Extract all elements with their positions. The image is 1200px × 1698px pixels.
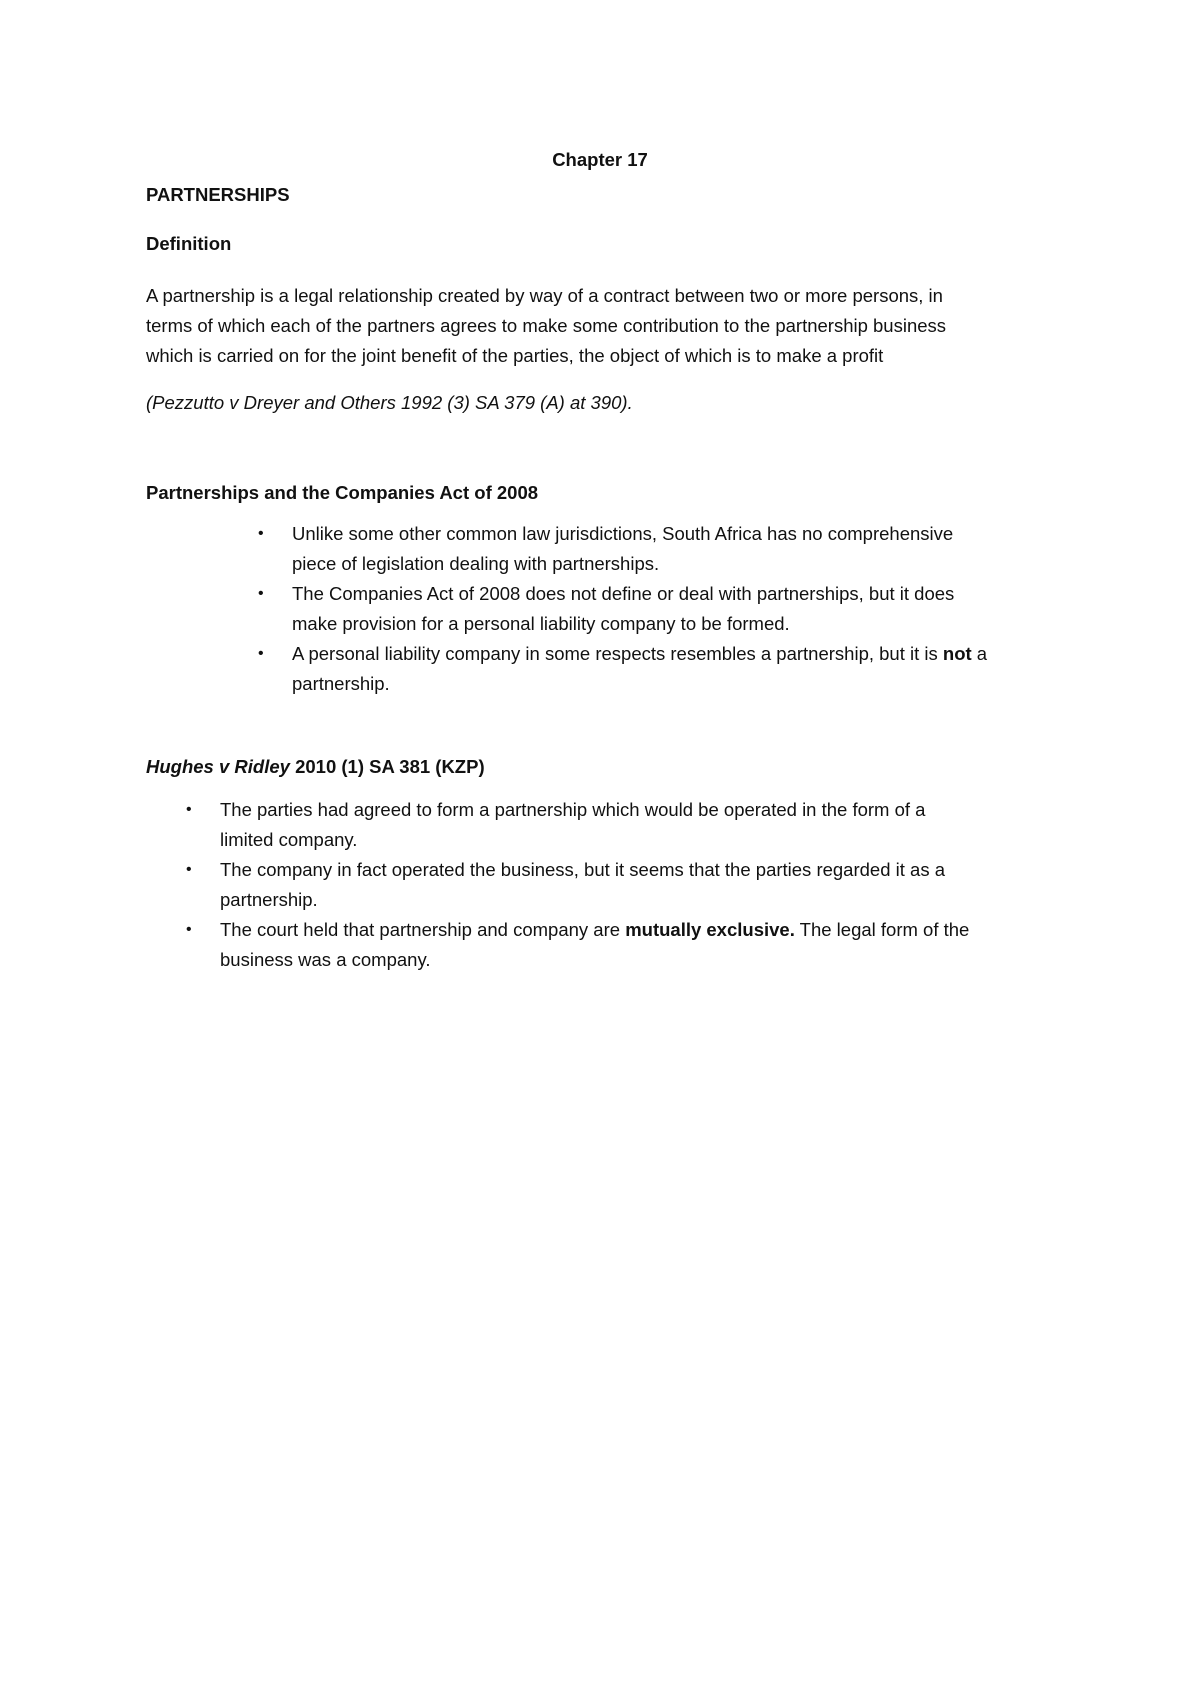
list-item-line: partnership. bbox=[292, 673, 390, 694]
case-points-list bbox=[186, 795, 1080, 975]
definition-line: which is carried on for the joint benefit of the parties, the object of which is to make a profit bbox=[146, 345, 884, 366]
list-item bbox=[258, 639, 1092, 699]
list-item-text: a bbox=[971, 643, 988, 664]
list-item-line: make provision for a personal liability company to be formed. bbox=[292, 613, 790, 634]
emphasis-text: mutually exclusive. bbox=[625, 919, 795, 940]
list-item-text: The court held that partnership and company are bbox=[220, 919, 626, 940]
bullet-icon: • bbox=[186, 801, 192, 818]
list-item-text: A personal liability company in some respects resembles a partnership, but it is bbox=[292, 643, 943, 664]
list-item bbox=[186, 855, 1080, 915]
list-item-line: Unlike some other common law jurisdictions, South Africa has no comprehensive bbox=[292, 523, 954, 544]
case-heading bbox=[146, 752, 1066, 782]
bullet-icon: • bbox=[186, 921, 192, 938]
list-item bbox=[258, 519, 1092, 579]
list-item-line: The parties had agreed to form a partnership which would be operated in the form of a bbox=[220, 799, 926, 820]
definition-line: terms of which each of the partners agrees to make some contribution to the partnership business bbox=[146, 315, 947, 336]
definition-paragraph bbox=[146, 281, 1066, 371]
citation: (Pezzutto v Dreyer and Others 1992 (3) SA 379 (A) at 390). bbox=[146, 392, 633, 413]
chapter-title: Chapter 17 bbox=[552, 149, 648, 170]
bullet-icon: • bbox=[258, 585, 264, 602]
list-item-text: The legal form of the bbox=[794, 919, 970, 940]
list-item-line: The company in fact operated the business, but it seems that the parties regarded it as a bbox=[220, 859, 945, 880]
list-item bbox=[258, 579, 1092, 639]
list-item bbox=[186, 795, 1080, 855]
list-item bbox=[186, 915, 1080, 975]
list-item-line: partnership. bbox=[220, 889, 318, 910]
list-item-line: business was a company. bbox=[220, 949, 431, 970]
case-reference: 2010 (1) SA 381 (KZP) bbox=[289, 756, 485, 777]
section-title: PARTNERSHIPS bbox=[146, 184, 290, 205]
emphasis-text: not bbox=[942, 643, 972, 664]
bullet-icon: • bbox=[186, 861, 192, 878]
bullet-icon: • bbox=[258, 645, 264, 662]
list-item-line bbox=[220, 915, 1080, 945]
definition-heading: Definition bbox=[146, 233, 232, 254]
list-item-line: limited company. bbox=[220, 829, 358, 850]
definition-line: A partnership is a legal relationship created by way of a contract between two or more persons, in bbox=[146, 285, 943, 306]
bullet-icon: • bbox=[258, 525, 264, 542]
list-item-line: piece of legislation dealing with partnerships. bbox=[292, 553, 660, 574]
list-item-line bbox=[292, 639, 1092, 669]
companies-act-list bbox=[258, 519, 1092, 699]
companies-act-heading: Partnerships and the Companies Act of 2008 bbox=[146, 482, 539, 503]
case-name: Hughes v Ridley bbox=[146, 756, 290, 777]
list-item-line: The Companies Act of 2008 does not define or deal with partnerships, but it does bbox=[292, 583, 955, 604]
